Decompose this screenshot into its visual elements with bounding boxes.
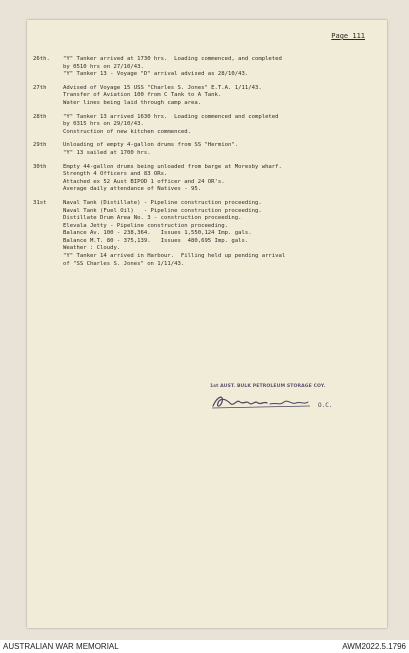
entry-line: Average daily attendance of Natives - 95. (63, 186, 202, 193)
entry-date: 29th (33, 142, 47, 149)
entry-line: Advised of Voyage 15 USS "Charles S. Jones" E.T.A. 1/11/43. (63, 84, 262, 91)
entry-date: 31st (33, 199, 47, 206)
entry-date: 27th (33, 84, 47, 91)
entry-line: Transfer of Aviation 100 from C Tank to A Tank. (63, 92, 222, 99)
stamp-unit-name: 1st AUST. BULK PETROLEUM STORAGE COY. (210, 384, 326, 389)
entry-date: 26th. (33, 56, 50, 62)
entry-body (63, 114, 373, 137)
diary-entry (33, 164, 373, 194)
diary-entry (33, 114, 373, 137)
archive-reference: AWM2022.5.1796 (342, 642, 406, 651)
entry-line: Elevala Jetty - Pipeline construction proceeding. (63, 222, 229, 229)
archive-name: AUSTRALIAN WAR MEMORIAL (3, 642, 119, 651)
entry-line: Naval Tank (Fuel Oil) - Pipeline construction proceeding. (63, 207, 262, 214)
entry-line: Balance M.T. 80 - 375,139. Issues 480,695 Imp. gals. (63, 237, 249, 244)
entry-line: Naval Tank (Distillate) - Pipeline construction proceeding. (63, 199, 262, 206)
entry-line: Weather : Cloudy. (63, 245, 121, 252)
entry-line: Strength 4 Officers and 83 ORs. (63, 171, 168, 178)
entry-line: of "SS Charles S. Jones" on 1/11/43. (63, 260, 185, 267)
archive-footer (0, 640, 409, 653)
entry-line: Balance Av. 100 - 238,364. Issues 1,550,124 Imp. gals. (63, 230, 252, 237)
page-number: Page 111 (331, 32, 365, 40)
entry-line: Empty 44-gallon drums being unloaded from barge at Moresby wharf. (63, 163, 282, 170)
war-diary-entries (33, 56, 373, 274)
entry-line: by 0510 hrs on 27/10/43. (63, 63, 144, 70)
entry-line: Unloading of empty 4-gallon drums from SS "Hermion". (63, 142, 239, 149)
entry-date: 28th (33, 113, 47, 120)
diary-entry (33, 56, 373, 79)
document-page (27, 20, 387, 628)
signature-signoff: O.C. (318, 402, 333, 409)
diary-entry (33, 85, 373, 108)
entry-line: "Y" Tanker arrived at 1730 hrs. Loading commenced, and completed (63, 56, 282, 62)
entry-body (63, 56, 373, 79)
diary-entry (33, 200, 373, 268)
entry-body (63, 142, 373, 157)
diary-entry (33, 142, 373, 157)
entry-line: Attached ex 52 Aust BIPOD 1 officer and 24 OR's. (63, 178, 225, 185)
entry-body (63, 85, 373, 108)
entry-line: Construction of new kitchen commenced. (63, 128, 191, 135)
entry-body (63, 200, 373, 268)
entry-body (63, 164, 373, 194)
entry-line: "Y" Tanker 13 - Voyage "D" arrival advised as 28/10/43. (63, 71, 249, 78)
handwritten-signature (210, 393, 340, 411)
entry-line: "Y" 13 sailed at 1700 hrs. (63, 149, 151, 156)
unit-stamp (210, 384, 360, 411)
entry-line: Water lines being laid through camp area. (63, 99, 202, 106)
entry-line: by 0315 hrs on 29/10/43. (63, 121, 144, 128)
entry-line: Distillate Drum Area No. 3 - construction proceeding. (63, 215, 242, 222)
entry-line: "Y" Tanker 14 arrived in Harbour. Filling held up pending arrival (63, 253, 286, 260)
entry-date: 30th (33, 163, 47, 170)
entry-line: "Y" Tanker 13 arrived 1630 hrs. Loading commenced and completed (63, 113, 279, 120)
